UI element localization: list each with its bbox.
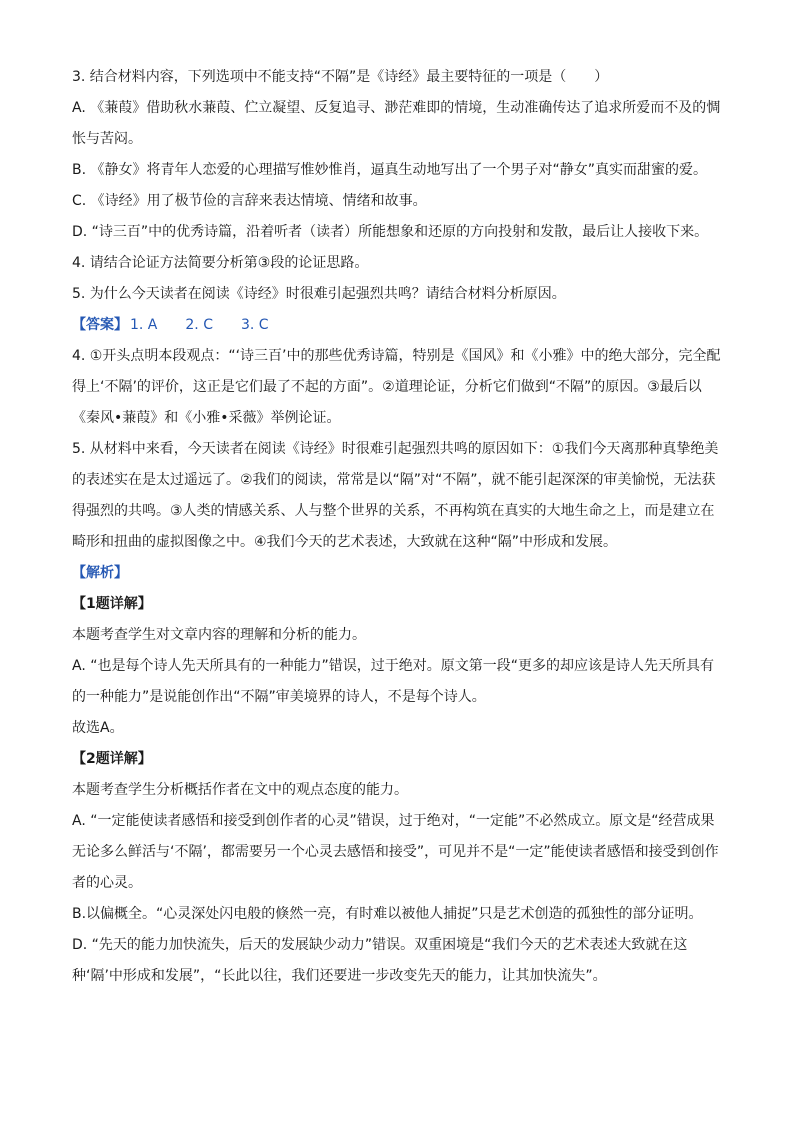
analysis-q1-intro: 本题考查学生对文章内容的理解和分析的能力。 xyxy=(72,627,366,643)
analysis-q1-conclusion: 故选A。 xyxy=(72,720,124,736)
analysis-q2-d: D. “先天的能力加快流失，后天的发展缺少动力”错误。双重困境是“我们今天的艺术表述大致就在这种‘隔’中形成和发展”，“长此以往，我们还要进一步改变先天的能力，让其加快流失”。 xyxy=(72,937,688,984)
question-3-stem: 3. 结合材料内容，下列选项中不能支持“不隔”是《诗经》最主要特征的一项是（ ） xyxy=(72,69,609,85)
analysis-q1-head: 【1题详解】 xyxy=(72,596,152,612)
analysis-q2-intro: 本题考查学生分析概括作者在文中的观点态度的能力。 xyxy=(72,782,408,798)
analysis-q2-head: 【2题详解】 xyxy=(72,751,152,767)
analysis-q2-b: B.以偏概全。“心灵深处闪电般的倏然一亮，有时难以被他人捕捉”只是艺术创造的孤独性的部分证明。 xyxy=(72,906,703,922)
answer-choices: 1. A 2. C 3. C xyxy=(130,317,269,333)
question-3-option-b: B. 《静女》将青年人恋爱的心理描写惟妙惟肖，逼真生动地写出了一个男子对“静女”真实而甜蜜的爱。 xyxy=(72,162,708,178)
answer-choices-line xyxy=(72,310,724,341)
document-content xyxy=(72,62,724,992)
answer-4: 4. ①开头点明本段观点：“‘诗三百’中的那些优秀诗篇，特别是《国风》和《小雅》中的绝大部分，完全配得上‘不隔’的评价，这正是它们最了不起的方面”。②道理论证，分析它们做到“不隔”的原因。③最后以《秦风•蒹葭》和《小雅•采薇》举例论证。 xyxy=(72,348,721,426)
question-3-option-c: C. 《诗经》用了极节俭的言辞来表达情境、情绪和故事。 xyxy=(72,193,427,209)
analysis-q1-a: A. “也是每个诗人先天所具有的一种能力”错误，过于绝对。原文第一段“更多的却应该是诗人先天所具有的一种能力”是说能创作出“不隔”审美境界的诗人，不是每个诗人。 xyxy=(72,658,714,705)
question-3-option-a: A. 《蒹葭》借助秋水蒹葭、伫立凝望、反复追寻、渺茫难即的情境，生动准确传达了追求所爱而不及的惆怅与苦闷。 xyxy=(72,100,721,147)
answer-label: 【答案】 xyxy=(72,317,128,333)
question-4-stem: 4. 请结合论证方法简要分析第③段的论证思路。 xyxy=(72,255,369,271)
analysis-label: 【解析】 xyxy=(72,565,128,581)
analysis-q2-a: A. “一定能使读者感悟和接受到创作者的心灵”错误，过于绝对，“一定能”不必然成立。原文是“经营成果无论多么鲜活与‘不隔’，都需要另一个心灵去感悟和接受”，可见并不是“一定”能使读者感悟和接受到创作者的心灵。 xyxy=(72,813,719,891)
question-5-stem: 5. 为什么今天读者在阅读《诗经》时很难引起强烈共鸣？请结合材料分析原因。 xyxy=(72,286,566,302)
question-3-option-d: D. “诗三百”中的优秀诗篇，沿着听者（读者）所能想象和还原的方向投射和发散，最后让人接收下来。 xyxy=(72,224,709,240)
answer-5: 5. 从材料中来看，今天读者在阅读《诗经》时很难引起强烈共鸣的原因如下：①我们今天离那种真挚绝美的表述实在是太过遥远了。②我们的阅读，常常是以“隔”对“不隔”，就不能引起深深的审美愉悦，无法获得强烈的共鸣。③人类的情感关系、人与整个世界的关系，不再构筑在真实的大地生命之上，而是建立在畸形和扭曲的虚拟图像之中。④我们今天的艺术表述，大致就在这种“隔”中形成和发展。 xyxy=(72,441,719,550)
